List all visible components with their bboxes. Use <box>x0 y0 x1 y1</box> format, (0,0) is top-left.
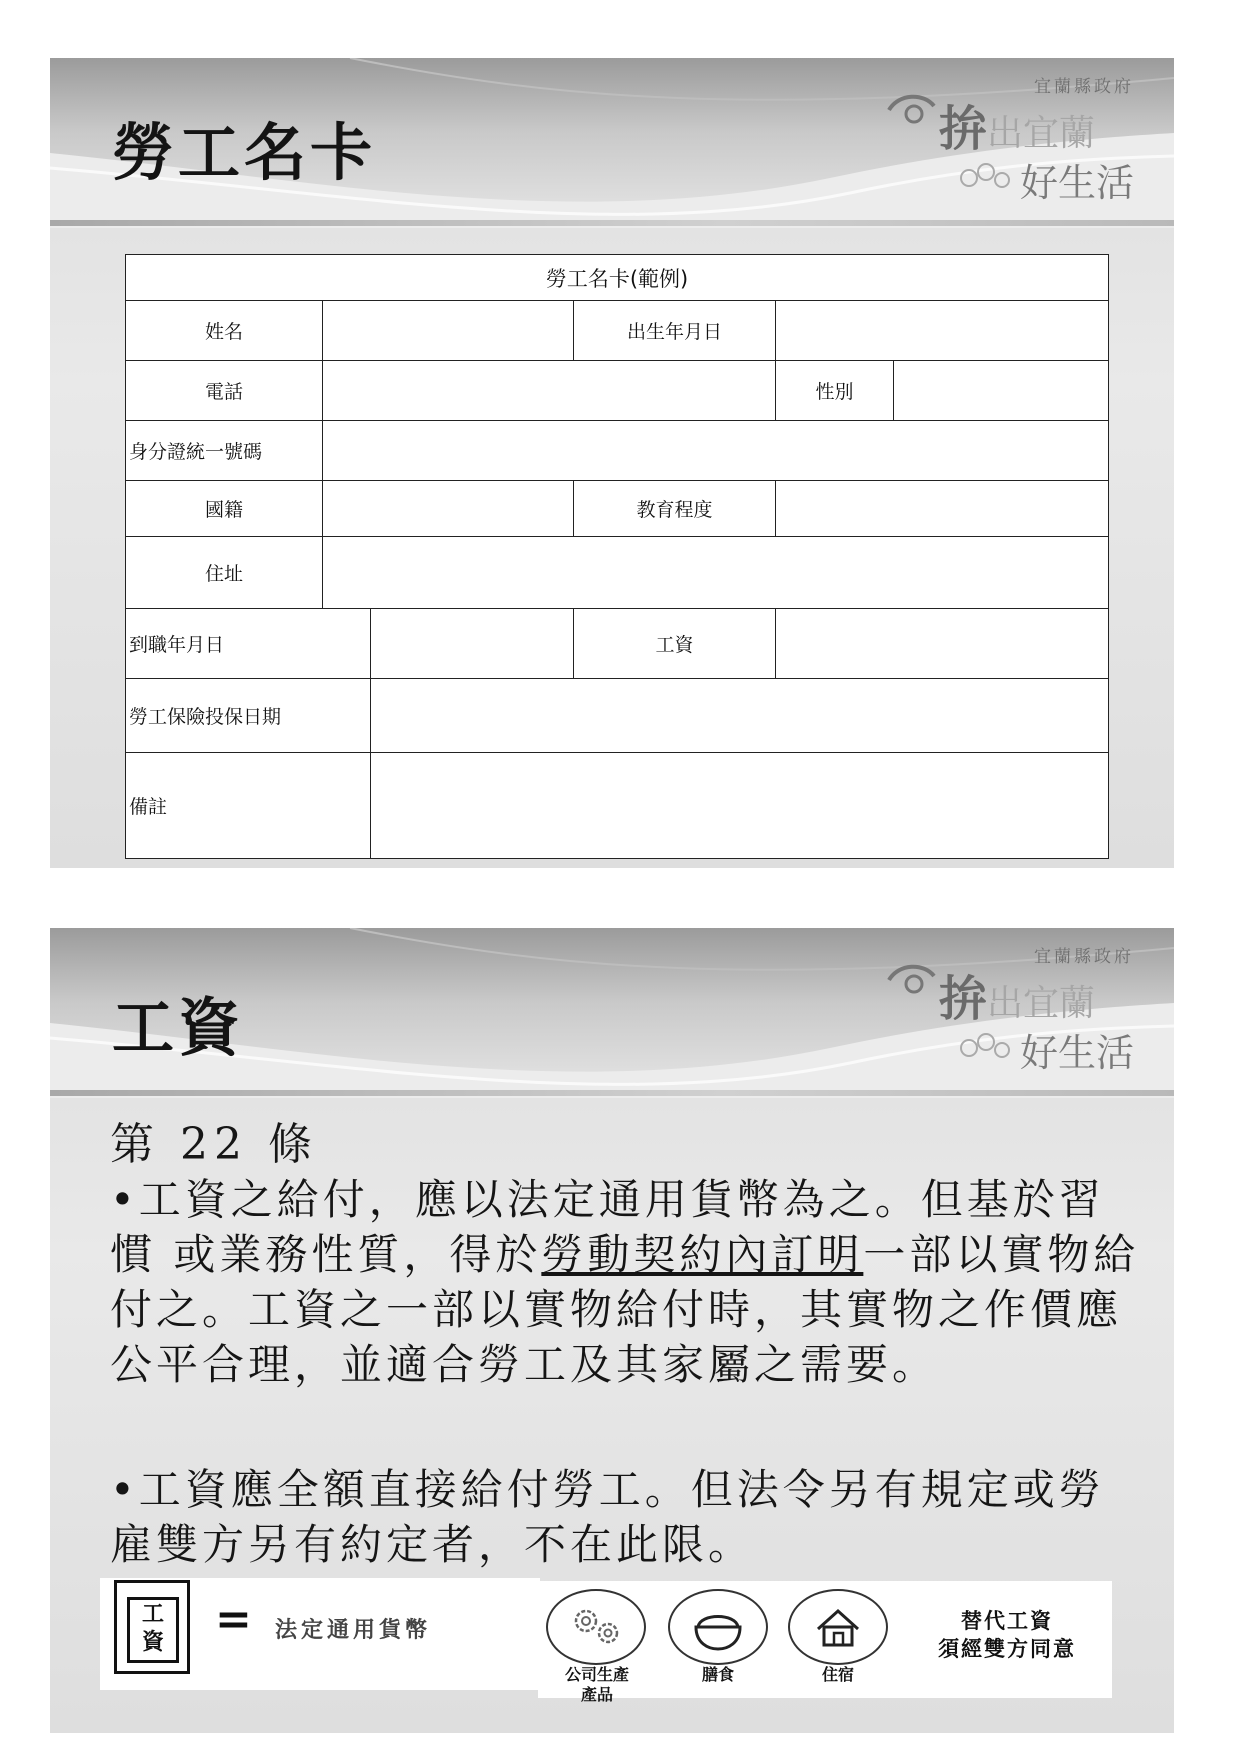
para1-text-after: 一部以實物給付之。工資之一部以實物給付時，其實物之作價應公平合理，並適合勞工及其家屬之需要。 <box>110 1230 1140 1389</box>
article-heading: 第 22 條 <box>110 1119 318 1170</box>
logo-slogan-line2: 好生活 <box>1019 161 1134 205</box>
item-company-product-label <box>542 1665 652 1705</box>
replacement-note <box>938 1607 1076 1663</box>
paragraph-payment-form <box>110 1172 1140 1392</box>
flower-icon <box>954 1028 1014 1068</box>
label-birth: 出生年月日 <box>574 301 776 361</box>
field-name[interactable] <box>323 301 574 361</box>
table-caption: 勞工名卡(範例) <box>126 255 1109 301</box>
county-logo <box>884 942 1144 1077</box>
header-rule <box>50 1090 1174 1096</box>
field-start-date[interactable] <box>371 609 574 679</box>
labor-card-table <box>125 254 1109 859</box>
para1-text-before: •工資之給付，應以法定通用貨幣為之。但基於習慣 或業務性質，得於 <box>110 1175 1105 1279</box>
field-insurance-date[interactable] <box>371 679 1109 753</box>
slide-wage <box>50 928 1174 1733</box>
field-education[interactable] <box>776 481 1109 537</box>
field-gender[interactable] <box>894 361 1109 421</box>
slide-labor-card <box>50 58 1174 868</box>
gears-icon <box>546 1589 646 1665</box>
swirl-icon <box>884 88 944 128</box>
currency-label: 法定通用貨幣 <box>275 1618 432 1643</box>
swirl-icon <box>884 958 944 998</box>
item-meal-label: 膳食 <box>701 1665 734 1684</box>
equals-sign: = <box>215 1594 252 1645</box>
label-gender: 性別 <box>776 361 894 421</box>
field-address[interactable] <box>323 537 1109 609</box>
logo-slogan-line1 <box>939 90 1095 159</box>
header-rule <box>50 220 1174 226</box>
house-icon <box>788 1589 888 1665</box>
field-birth[interactable] <box>776 301 1109 361</box>
flower-icon <box>954 158 1014 198</box>
label-wage: 工資 <box>574 609 776 679</box>
item-company-product-line2: 產品 <box>580 1685 613 1704</box>
field-phone[interactable] <box>323 361 776 421</box>
wage-icon-line2: 資 <box>141 1629 164 1655</box>
label-insurance-date: 勞工保險投保日期 <box>126 679 371 753</box>
replacement-note-line2: 須經雙方同意 <box>938 1637 1076 1661</box>
label-nationality: 國籍 <box>126 481 323 537</box>
label-id-number: 身分證統一號碼 <box>126 421 323 481</box>
label-start-date: 到職年月日 <box>126 609 371 679</box>
field-id-number[interactable] <box>323 421 1109 481</box>
wage-envelope-icon <box>114 1580 190 1674</box>
item-company-product-line1: 公司生產 <box>564 1665 629 1684</box>
wage-envelope-label <box>127 1597 179 1663</box>
label-address: 住址 <box>126 537 323 609</box>
label-education: 教育程度 <box>574 481 776 537</box>
logo-slogan-line2: 好生活 <box>1019 1031 1134 1075</box>
paragraph-full-payment: •工資應全額直接給付勞工。但法令另有規定或勞雇雙方另有約定者，不在此限。 <box>110 1465 1105 1569</box>
logo-slogan-line1 <box>939 960 1095 1029</box>
field-wage[interactable] <box>776 609 1109 679</box>
replacement-note-line1: 替代工資 <box>961 1609 1053 1633</box>
logo-slogan-light: 出宜蘭 <box>987 113 1096 154</box>
wage-equals-currency-panel <box>100 1578 540 1690</box>
wage-icon-line1: 工 <box>141 1601 164 1627</box>
item-lodging-label: 住宿 <box>821 1665 854 1684</box>
logo-gov-text: 宜蘭縣政府 <box>1034 77 1134 97</box>
rice-bowl-icon <box>668 1589 768 1665</box>
label-name: 姓名 <box>126 301 323 361</box>
logo-slogan-light: 出宜蘭 <box>987 983 1096 1024</box>
para1-underlined-text: 勞動契約內訂明 <box>541 1230 864 1279</box>
slide-title: 工資 <box>112 991 245 1064</box>
logo-slogan-main: 拚 <box>939 971 988 1027</box>
county-logo <box>884 72 1144 207</box>
label-remarks: 備註 <box>126 753 371 859</box>
slide-title: 勞工名卡 <box>112 116 377 189</box>
logo-gov-text: 宜蘭縣政府 <box>1034 947 1134 967</box>
field-nationality[interactable] <box>323 481 574 537</box>
field-remarks[interactable] <box>371 753 1109 859</box>
logo-slogan-main: 拚 <box>939 101 988 157</box>
in-kind-panel <box>538 1581 1112 1704</box>
label-phone: 電話 <box>126 361 323 421</box>
